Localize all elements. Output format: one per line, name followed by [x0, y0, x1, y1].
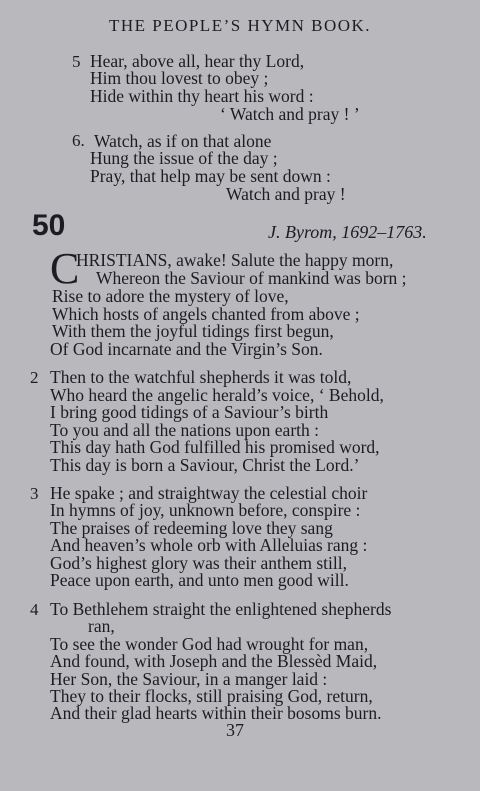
verse-line: To you and all the nations upon earth :: [50, 420, 319, 440]
verse-line: I bring good tidings of a Saviour’s birth: [50, 402, 329, 422]
verse-line: This day hath God fulfilled his promised word,: [50, 437, 380, 457]
verse-line: ran,: [88, 616, 115, 636]
hymn-number: 50: [32, 209, 66, 242]
verse-line: Rise to adore the mystery of love,: [52, 286, 289, 306]
verse-line: Watch, as if on that alone: [94, 131, 272, 151]
verse-line: To Bethlehem straight the enlightened shepherds: [50, 599, 392, 619]
verse-line: Hear, above all, hear thy Lord,: [90, 51, 305, 71]
verse-line: ‘ Watch and pray ! ’: [220, 104, 360, 124]
verse-line: Of God incarnate and the Virgin’s Son.: [50, 339, 323, 359]
verse-line: Hide within thy heart his word :: [90, 86, 314, 106]
verse-line: This day is born a Saviour, Christ the Lord.’: [50, 455, 360, 475]
verse-line: The praises of redeeming love they sang: [50, 518, 333, 538]
verse-line: Which hosts of angels chanted from above ;: [52, 304, 360, 324]
hymn-author: J. Byrom, 1692–1763.: [268, 222, 427, 242]
verse-line: Her Son, the Saviour, in a manger laid :: [50, 669, 328, 689]
verse-line: In hymns of joy, unknown before, conspire :: [50, 500, 361, 520]
verse-line: God’s highest glory was their anthem still,: [50, 553, 347, 573]
drop-cap: C: [50, 244, 80, 293]
verse-number: 3: [30, 484, 39, 503]
verse-line: Peace upon earth, and unto men good will.: [50, 570, 349, 590]
verse-line: With them the joyful tidings first begun,: [52, 321, 334, 341]
verse-line: Watch and pray !: [226, 184, 346, 204]
verse-number: 5: [72, 52, 81, 71]
verse-line: He spake ; and straightway the celestial choir: [50, 483, 368, 503]
verse-line: And heaven’s whole orb with Alleluias rang :: [50, 535, 368, 555]
verse-line: Who heard the angelic herald’s voice, ‘ Behold,: [50, 385, 384, 405]
verse-number: 4: [30, 600, 39, 619]
verse-line: Pray, that help may be sent down :: [90, 166, 331, 186]
verse-line: They to their flocks, still praising God, return,: [50, 686, 373, 706]
running-header: THE PEOPLE’S HYMN BOOK.: [108, 16, 372, 35]
page-number: 37: [226, 720, 244, 740]
verse-line: And found, with Joseph and the Blessèd Maid,: [50, 651, 378, 671]
verse-line: HRISTIANS, awake! Salute the happy morn,: [76, 250, 394, 270]
verse-line: And their glad hearts within their bosoms burn.: [50, 703, 382, 723]
verse-number: 2: [30, 368, 39, 387]
verse-line: Then to the watchful shepherds it was told,: [50, 367, 352, 387]
verse-line: Hung the issue of the day ;: [90, 148, 278, 168]
verse-line: Whereon the Saviour of mankind was born ;: [96, 268, 407, 288]
verse-line: To see the wonder God had wrought for man,: [50, 634, 369, 654]
verse-line: Him thou lovest to obey ;: [90, 68, 269, 88]
verse-number: 6.: [72, 131, 85, 150]
